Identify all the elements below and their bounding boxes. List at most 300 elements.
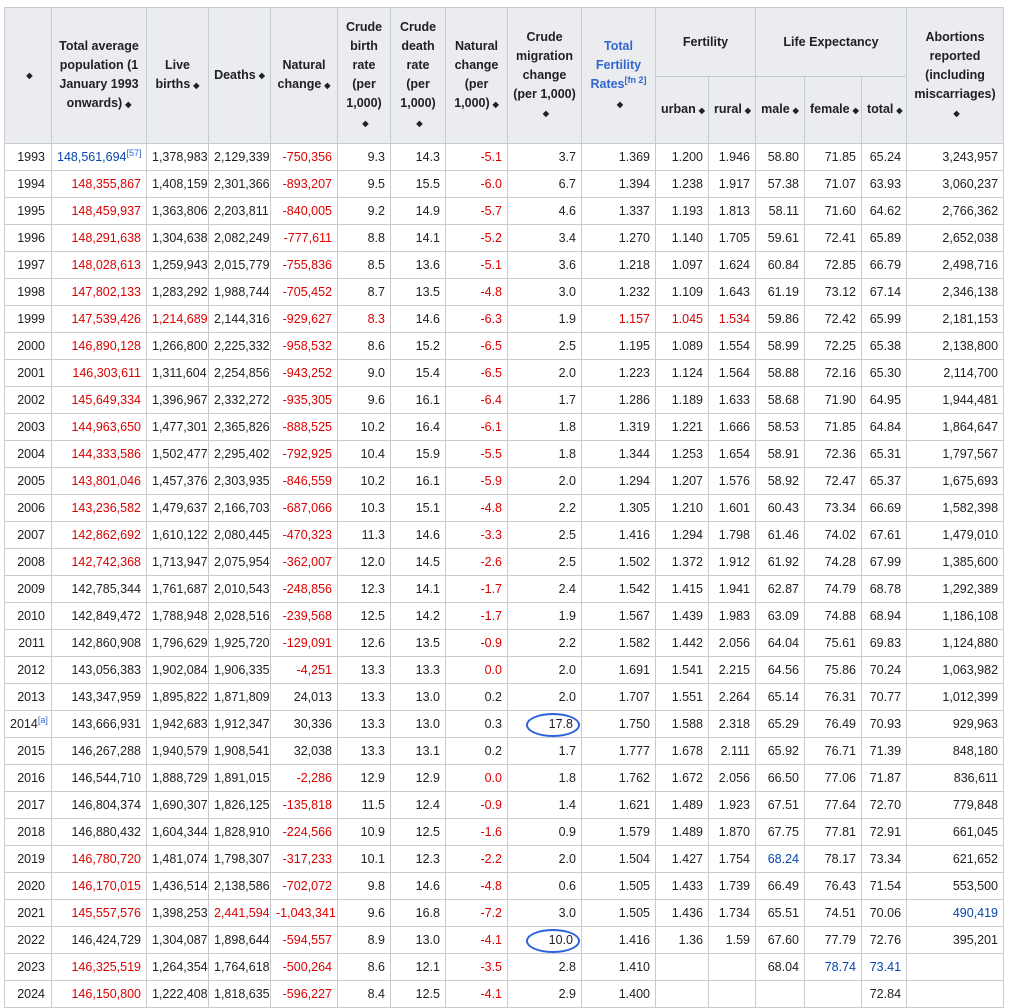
sort-icon[interactable]: ◆ — [542, 109, 550, 119]
crude-birth-rate-cell — [338, 819, 391, 846]
population-cell — [52, 765, 147, 792]
natural-change-cell — [271, 954, 338, 981]
tfr-cell — [582, 549, 656, 576]
deaths-cell — [209, 765, 271, 792]
population-cell — [52, 630, 147, 657]
deaths-value: 1,891,015 — [214, 771, 270, 785]
crude-birth-rate-value: 9.3 — [367, 150, 385, 164]
rural-fertility-cell — [709, 441, 756, 468]
crude-death-rate-value: 15.5 — [415, 177, 440, 191]
total-life-expectancy-value: 64.62 — [869, 204, 902, 218]
rural-fertility-cell — [709, 711, 756, 738]
male-life-expectancy-value: 59.61 — [767, 231, 799, 245]
urban-fertility-value: 1.372 — [671, 555, 703, 569]
tfr-cell — [582, 279, 656, 306]
crude-migration-cell — [508, 549, 582, 576]
live-births-value: 1,363,806 — [152, 204, 208, 218]
year-value: 1995 — [17, 204, 45, 218]
crude-migration-cell — [508, 414, 582, 441]
crude-death-rate-cell — [391, 549, 446, 576]
female-life-expectancy-cell — [805, 684, 862, 711]
female-life-expectancy-value: 76.71 — [824, 744, 856, 758]
abortions-cell — [907, 279, 1004, 306]
crude-birth-rate-cell — [338, 279, 391, 306]
natural-change-cell — [271, 603, 338, 630]
year-value: 2009 — [17, 582, 45, 596]
female-life-expectancy-value: 76.49 — [824, 717, 856, 731]
live-births-value: 1,311,604 — [152, 366, 207, 380]
deaths-value: 2,129,339 — [214, 150, 270, 164]
abortions-cell — [907, 360, 1004, 387]
crude-birth-rate-cell — [338, 792, 391, 819]
crude-birth-rate-cell — [338, 927, 391, 954]
year-cell — [5, 468, 52, 495]
female-life-expectancy-value: 71.85 — [824, 150, 856, 164]
male-life-expectancy-cell — [756, 279, 805, 306]
live-births-cell — [147, 414, 209, 441]
abortions-cell — [907, 765, 1004, 792]
deaths-value: 1,906,335 — [214, 663, 270, 677]
urban-fertility-value: 1.140 — [671, 231, 703, 245]
crude-birth-rate-value: 10.4 — [360, 447, 385, 461]
rural-fertility-value: 2.264 — [718, 690, 750, 704]
crude-death-rate-cell — [391, 522, 446, 549]
abortions-column-header[interactable]: Abortions reported (including miscarriages)◆ — [907, 8, 1004, 144]
population-value: 146,325,519 — [71, 960, 141, 974]
rural-fertility-value: 1.601 — [718, 501, 750, 515]
female-life-expectancy-value: 72.42 — [824, 312, 856, 326]
natural-change-value: -705,452 — [282, 285, 332, 299]
table-row — [5, 549, 1004, 576]
natural-change-rate-value: -1.7 — [480, 609, 502, 623]
live-births-cell — [147, 819, 209, 846]
tfr-value: 1.270 — [618, 231, 650, 245]
rural-fertility-value: 2.056 — [718, 771, 750, 785]
sort-icon[interactable]: ◆ — [852, 105, 859, 115]
sort-icon[interactable]: ◆ — [258, 71, 265, 81]
crude-migration-value: 2.5 — [558, 528, 576, 542]
tfr-column-header[interactable] — [582, 8, 656, 144]
population-footnote-link[interactable]: [57] — [126, 147, 142, 158]
male-life-expectancy-value: 58.99 — [767, 339, 799, 353]
tfr-cell — [582, 252, 656, 279]
sort-icon[interactable]: ◆ — [744, 105, 751, 115]
crude-birth-rate-value: 9.8 — [367, 879, 385, 893]
tfr-value: 1.223 — [618, 366, 650, 380]
crude-death-rate-value: 14.1 — [415, 582, 440, 596]
sort-icon[interactable]: ◆ — [616, 99, 624, 109]
deaths-value: 1,798,307 — [214, 852, 270, 866]
female-column-header[interactable]: female ◆ — [805, 77, 862, 144]
tfr-cell — [582, 360, 656, 387]
population-cell — [52, 603, 147, 630]
total-life-expectancy-value: 66.79 — [869, 258, 902, 272]
crude-death-rate-cell — [391, 846, 446, 873]
female-life-expectancy-value: 76.31 — [824, 690, 856, 704]
crude-birth-rate-cell — [338, 657, 391, 684]
abortions-value: 395,201 — [952, 933, 999, 947]
year-cell — [5, 171, 52, 198]
table-row — [5, 414, 1004, 441]
natural-change-rate-cell — [446, 711, 508, 738]
year-value: 2021 — [17, 906, 45, 920]
crude-birth-rate-cell — [338, 630, 391, 657]
natural-change-value: -777,611 — [283, 231, 332, 245]
natural-change-rate-cell — [446, 171, 508, 198]
natural-change-rate-cell — [446, 306, 508, 333]
live-births-cell — [147, 873, 209, 900]
tfr-cell — [582, 900, 656, 927]
crude-birth-rate-cell — [338, 900, 391, 927]
crude-birth-rate-value: 11.5 — [361, 798, 385, 812]
deaths-column-header[interactable]: Deaths ◆ — [209, 8, 271, 144]
rural-column-header[interactable]: rural ◆ — [709, 77, 756, 144]
deaths-cell — [209, 387, 271, 414]
sort-icon[interactable]: ◆ — [792, 105, 799, 115]
population-cell — [52, 198, 147, 225]
population-cell — [52, 684, 147, 711]
natural-change-cell — [271, 360, 338, 387]
female-life-expectancy-cell — [805, 171, 862, 198]
male-column-header[interactable]: male ◆ — [756, 77, 805, 144]
live-births-cell — [147, 306, 209, 333]
tfr-value: 1.579 — [618, 825, 650, 839]
deaths-value: 2,295,402 — [214, 447, 270, 461]
crude-birth-rate-cell — [338, 225, 391, 252]
natural-change-rate-cell — [446, 981, 508, 1008]
urban-fertility-cell — [656, 198, 709, 225]
natural-change-value: -362,007 — [282, 555, 332, 569]
year-cell — [5, 225, 52, 252]
year-value: 2023 — [17, 960, 45, 974]
deaths-cell — [209, 981, 271, 1008]
crude-migration-value: 1.8 — [558, 771, 576, 785]
natural-change-cell — [271, 279, 338, 306]
crude-migration-value: 6.7 — [558, 177, 576, 191]
abortions-value: 661,045 — [952, 825, 999, 839]
year-cell — [5, 981, 52, 1008]
urban-fertility-value: 1.439 — [671, 609, 703, 623]
natural-change-rate-value: -1.6 — [480, 825, 502, 839]
natural-change-value: -594,557 — [282, 933, 332, 947]
female-life-expectancy-cell — [805, 144, 862, 171]
crude-birth-rate-cell — [338, 306, 391, 333]
male-life-expectancy-value: 68.24 — [767, 852, 799, 866]
crude-migration-cell — [508, 738, 582, 765]
total-life-expectancy-value: 65.99 — [869, 312, 902, 326]
sort-icon[interactable]: ◆ — [416, 118, 423, 128]
natural-change-rate-value: -6.5 — [480, 366, 502, 380]
crude-birth-rate-value: 10.2 — [360, 474, 385, 488]
population-value: 146,544,710 — [71, 771, 141, 785]
total-life-expectancy-cell — [862, 873, 907, 900]
population-cell — [52, 927, 147, 954]
deaths-cell — [209, 738, 271, 765]
total-life-expectancy-cell — [862, 495, 907, 522]
male-life-expectancy-cell — [756, 198, 805, 225]
total-life-expectancy-value: 65.38 — [869, 339, 902, 353]
tfr-value: 1.621 — [618, 798, 650, 812]
year-value: 2015 — [17, 744, 45, 758]
urban-fertility-value: 1.189 — [671, 393, 703, 407]
urban-fertility-cell — [656, 657, 709, 684]
year-cell — [5, 819, 52, 846]
deaths-value: 1,925,720 — [214, 636, 270, 650]
female-life-expectancy-value: 71.60 — [824, 204, 856, 218]
table-row — [5, 252, 1004, 279]
crude-death-rate-cell — [391, 198, 446, 225]
rural-fertility-value: 1.705 — [718, 231, 750, 245]
total-life-expectancy-cell — [862, 981, 907, 1008]
natural-change-cell — [271, 198, 338, 225]
urban-fertility-cell — [656, 738, 709, 765]
crude-migration-cell — [508, 576, 582, 603]
live-births-value: 1,479,637 — [152, 501, 208, 515]
total-life-expectancy-value: 66.69 — [869, 501, 902, 515]
crude-migration-cell — [508, 279, 582, 306]
natural-change-rate-cell — [446, 792, 508, 819]
crude-birth-rate-value: 8.7 — [367, 285, 385, 299]
abortions-cell — [907, 792, 1004, 819]
tfr-cell — [582, 846, 656, 873]
urban-fertility-value: 1.207 — [671, 474, 703, 488]
population-value: 148,561,694 — [57, 150, 127, 164]
crude-death-rate-cell — [391, 792, 446, 819]
tfr-value: 1.218 — [618, 258, 650, 272]
year-cell — [5, 333, 52, 360]
male-life-expectancy-value: 65.29 — [767, 717, 799, 731]
female-life-expectancy-cell — [805, 873, 862, 900]
year-cell — [5, 873, 52, 900]
total-life-expectancy-value: 72.76 — [869, 933, 902, 947]
crude-birth-rate-column-header[interactable]: Crude birth rate (per 1,000)◆ — [338, 8, 391, 144]
male-life-expectancy-value: 57.38 — [767, 177, 799, 191]
crude-death-rate-cell — [391, 333, 446, 360]
table-row — [5, 981, 1004, 1008]
male-life-expectancy-value: 65.51 — [767, 906, 799, 920]
crude-migration-value: 3.0 — [558, 285, 576, 299]
male-life-expectancy-cell — [756, 468, 805, 495]
crude-birth-rate-cell — [338, 144, 391, 171]
male-life-expectancy-cell — [756, 306, 805, 333]
live-births-value: 1,713,947 — [152, 555, 208, 569]
tfr-footnote-link[interactable]: [fn 2] — [624, 75, 647, 86]
natural-change-rate-value: -7.2 — [480, 906, 502, 920]
natural-change-rate-column-header[interactable]: Natural change (per 1,000) ◆ — [446, 8, 508, 144]
natural-change-rate-cell — [446, 360, 508, 387]
crude-birth-rate-value: 8.8 — [367, 231, 385, 245]
urban-fertility-cell — [656, 279, 709, 306]
sort-icon[interactable]: ◆ — [324, 80, 331, 90]
population-value: 143,801,046 — [71, 474, 141, 488]
year-footnote-link[interactable]: [a] — [37, 714, 48, 725]
urban-column-header[interactable]: urban ◆ — [656, 77, 709, 144]
crude-migration-cell — [508, 495, 582, 522]
live-births-cell — [147, 576, 209, 603]
crude-migration-cell — [508, 684, 582, 711]
abortions-cell — [907, 198, 1004, 225]
natural-change-rate-cell — [446, 279, 508, 306]
rural-fertility-cell — [709, 468, 756, 495]
year-column-header[interactable] — [5, 8, 52, 144]
deaths-cell — [209, 873, 271, 900]
female-life-expectancy-cell — [805, 198, 862, 225]
crude-death-rate-value: 13.0 — [415, 690, 440, 704]
total-life-expectancy-value: 67.99 — [869, 555, 902, 569]
population-value: 144,963,650 — [71, 420, 141, 434]
natural-change-value: -135,818 — [282, 798, 332, 812]
total-life-expectancy-value: 70.24 — [869, 663, 902, 677]
sort-icon[interactable]: ◆ — [896, 105, 903, 115]
table-row — [5, 279, 1004, 306]
table-row — [5, 927, 1004, 954]
tfr-cell — [582, 468, 656, 495]
sort-icon[interactable]: ◆ — [698, 105, 705, 115]
female-life-expectancy-value: 74.88 — [824, 609, 856, 623]
crude-migration-value: 1.8 — [558, 420, 576, 434]
crude-migration-cell — [508, 333, 582, 360]
crude-birth-rate-cell — [338, 414, 391, 441]
natural-change-cell — [271, 144, 338, 171]
natural-change-cell — [271, 819, 338, 846]
crude-migration-cell — [508, 819, 582, 846]
female-life-expectancy-cell — [805, 279, 862, 306]
crude-migration-value: 2.4 — [558, 582, 576, 596]
tfr-cell — [582, 495, 656, 522]
female-life-expectancy-cell — [805, 360, 862, 387]
female-life-expectancy-cell — [805, 603, 862, 630]
population-cell — [52, 522, 147, 549]
natural-change-value: -224,566 — [282, 825, 332, 839]
population-value: 148,355,867 — [71, 177, 141, 191]
population-cell — [52, 279, 147, 306]
sort-icon[interactable]: ◆ — [362, 118, 369, 128]
population-cell — [52, 414, 147, 441]
population-cell — [52, 792, 147, 819]
population-cell — [52, 738, 147, 765]
urban-fertility-value: 1.588 — [671, 717, 703, 731]
total-life-expectancy-value: 70.93 — [869, 717, 902, 731]
tfr-link[interactable]: Total Fertility Rates — [590, 39, 642, 92]
year-value: 1994 — [17, 177, 45, 191]
natural-change-cell — [271, 684, 338, 711]
live-births-cell — [147, 846, 209, 873]
crude-death-rate-column-header[interactable]: Crude death rate (per 1,000)◆ — [391, 8, 446, 144]
tfr-cell — [582, 819, 656, 846]
crude-death-rate-value: 13.0 — [415, 933, 440, 947]
sort-icon[interactable]: ◆ — [193, 80, 200, 90]
abortions-value: 2,181,153 — [942, 312, 999, 326]
deaths-cell — [209, 441, 271, 468]
abortions-cell — [907, 900, 1004, 927]
natural-change-cell — [271, 225, 338, 252]
crude-death-rate-value: 12.5 — [415, 987, 440, 1001]
crude-death-rate-value: 12.9 — [415, 771, 440, 785]
natural-change-rate-value: 0.0 — [484, 663, 502, 677]
live-births-cell — [147, 144, 209, 171]
year-cell — [5, 792, 52, 819]
crude-birth-rate-cell — [338, 252, 391, 279]
urban-fertility-cell — [656, 414, 709, 441]
live-births-cell — [147, 198, 209, 225]
female-life-expectancy-cell — [805, 306, 862, 333]
total-column-header[interactable]: total ◆ — [862, 77, 907, 144]
live-births-value: 1,796,629 — [152, 636, 208, 650]
male-life-expectancy-value: 66.49 — [767, 879, 799, 893]
rural-fertility-cell — [709, 927, 756, 954]
crude-birth-rate-value: 8.6 — [367, 960, 385, 974]
crude-migration-column-header[interactable]: Crude migration change (per 1,000)◆ — [508, 8, 582, 144]
urban-fertility-value: 1.200 — [671, 150, 703, 164]
natural-change-column-header[interactable]: Natural change ◆ — [271, 8, 338, 144]
live-births-value: 1,610,122 — [152, 528, 208, 542]
sort-icon[interactable]: ◆ — [953, 109, 960, 119]
rural-fertility-value: 2.056 — [718, 636, 750, 650]
urban-fertility-value: 1.672 — [671, 771, 703, 785]
year-value: 2004 — [17, 447, 45, 461]
crude-death-rate-cell — [391, 171, 446, 198]
deaths-value: 1,828,910 — [214, 825, 270, 839]
natural-change-value: -500,264 — [282, 960, 332, 974]
rural-fertility-value: 1.59 — [725, 933, 750, 947]
live-births-cell — [147, 522, 209, 549]
female-life-expectancy-cell — [805, 495, 862, 522]
population-cell — [52, 306, 147, 333]
female-life-expectancy-cell — [805, 414, 862, 441]
live-births-cell — [147, 441, 209, 468]
tfr-value: 1.319 — [618, 420, 650, 434]
total-life-expectancy-value: 65.30 — [869, 366, 902, 380]
natural-change-rate-cell — [446, 252, 508, 279]
crude-death-rate-cell — [391, 684, 446, 711]
deaths-cell — [209, 333, 271, 360]
population-cell — [52, 954, 147, 981]
sort-icon[interactable]: ◆ — [125, 99, 132, 109]
rural-fertility-cell — [709, 171, 756, 198]
sort-icon[interactable]: ◆ — [26, 71, 33, 81]
natural-change-value: -2,286 — [296, 771, 332, 785]
tfr-value: 1.157 — [618, 312, 650, 326]
rural-fertility-value: 1.624 — [718, 258, 750, 272]
sort-icon[interactable]: ◆ — [492, 99, 499, 109]
rural-fertility-value: 1.643 — [718, 285, 750, 299]
crude-death-rate-cell — [391, 738, 446, 765]
crude-migration-value: 2.0 — [558, 474, 576, 488]
abortions-value: 929,963 — [952, 717, 999, 731]
male-life-expectancy-value: 62.87 — [767, 582, 799, 596]
live-births-value: 1,457,376 — [152, 474, 208, 488]
total-life-expectancy-cell — [862, 252, 907, 279]
table-row — [5, 711, 1004, 738]
deaths-value: 2,441,594 — [214, 906, 270, 920]
tfr-cell — [582, 576, 656, 603]
live-births-column-header[interactable]: Live births ◆ — [147, 8, 209, 144]
deaths-value: 1,826,125 — [214, 798, 270, 812]
deaths-cell — [209, 846, 271, 873]
year-value: 2014 — [10, 717, 38, 731]
deaths-cell — [209, 603, 271, 630]
total-life-expectancy-value: 64.84 — [869, 420, 902, 434]
tfr-cell — [582, 927, 656, 954]
population-column-header[interactable]: Total average population (1 January 1993 onwards) ◆ — [52, 8, 147, 144]
live-births-cell — [147, 225, 209, 252]
deaths-cell — [209, 414, 271, 441]
female-life-expectancy-cell — [805, 387, 862, 414]
female-life-expectancy-value: 72.85 — [824, 258, 856, 272]
crude-birth-rate-cell — [338, 954, 391, 981]
live-births-cell — [147, 603, 209, 630]
abortions-value: 1,186,108 — [942, 609, 999, 623]
